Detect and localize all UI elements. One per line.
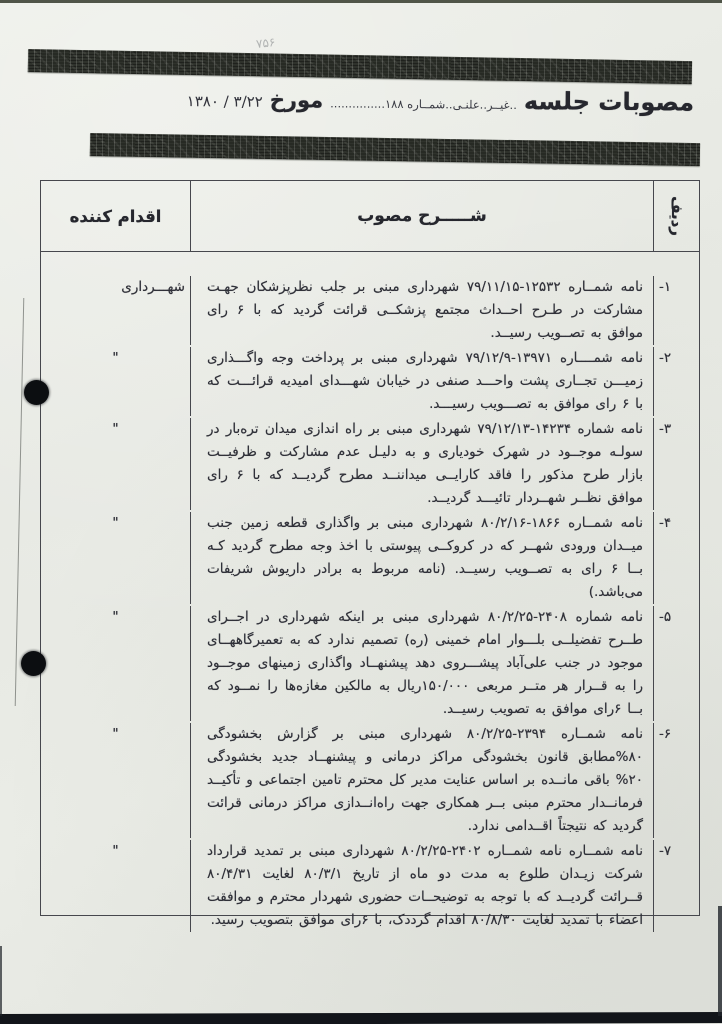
resolution-text: نامه شمــــاره ۱۳۹۷۱-۷۹/۱۲/۹ شهرداری مبنی بر پرداخت وجه واگـــذاری زمیـــن تجــاری پشت واحـــد صنفی در خیابان شهـــدای امیدیه قرائـــت که با ۶ رای موافق به تصـــویب رسیـــد. xyxy=(207,350,643,412)
table-row xyxy=(41,606,699,721)
resolution-text: نامه شمــاره ۲۳۹۴-۸۰/۲/۲۵ شهرداری مبنی بر گزارش بخشودگی ۸۰%مطابق قانون بخشودگی مراکز درمانی و پیشنهــاد جدید بخشودگی ۲۰% باقی مانــده بر اساس عنایت مدیر کل محترم تامین اجتماعی و تأکیــد فرمانــدار محترم مبنی بــر همکاری جهت راه‌انــدازی مراکز درمانی قرائت گردید که نتیجتاً اقــدامی ندارد. xyxy=(207,726,643,834)
actor-cell: " xyxy=(41,418,191,510)
scan-top-edge xyxy=(0,0,722,3)
scan-bottom-edge xyxy=(0,1012,722,1024)
date-value: ۳/۲۲ / ۱۳۸۰ xyxy=(186,92,263,111)
actor-cell: " xyxy=(41,840,191,932)
table-row xyxy=(41,347,699,416)
row-number: ۱- xyxy=(653,276,699,345)
actor-cell: " xyxy=(41,347,191,416)
row-number: ۷- xyxy=(653,840,699,932)
actor-cell: " xyxy=(41,606,191,721)
document-header xyxy=(110,83,694,132)
table-header-row xyxy=(41,181,699,252)
corner-scribble: ۷۵۶ xyxy=(255,35,277,51)
table-row xyxy=(41,418,699,510)
scan-left-edge xyxy=(0,946,2,1016)
description-column-label: شـــــرح مصوب xyxy=(357,206,487,226)
row-number: ۳- xyxy=(653,418,699,510)
date-label: مورخ xyxy=(269,87,324,113)
row-number-column-label: ردیف xyxy=(667,196,686,236)
minutes-table xyxy=(40,180,700,928)
row-number: ۶- xyxy=(653,723,699,838)
header-top-bar xyxy=(28,49,692,84)
table-row xyxy=(41,276,699,345)
header-subtitle-dotted: ..غیــر..علنـی..شمــاره ۱۸۸............... xyxy=(330,96,517,113)
row-number: ۲- xyxy=(653,347,699,416)
page-title: مصوبات جلسه xyxy=(523,87,695,117)
resolution-text: نامه شمــاره ۱۲۵۳۲-۷۹/۱۱/۱۵ شهرداری مبنی بر جلب نظرپزشکان جهـت مشارکت در طـرح احــداث مجتمع پزشکــی قرائت گردید که با ۶ رای موافق به تصــویب رسیــد. xyxy=(207,279,644,341)
resolution-text: نامه شمــاره ۱۸۶۶-۸۰/۲/۱۶ شهرداری مبنی بر واگذاری قطعه زمین جنب میــدان ورودی شهــر که در کروکــی پیوستی با اخذ وجه مطرح گردید کـه بــا ۶ رای به تصــویب رسیــد. (نامه مربوط به برادر داریوش شریفات می‌باشد.) xyxy=(207,515,643,600)
actor-cell: " xyxy=(41,512,191,604)
hole-punch-top xyxy=(24,380,49,405)
actor-header-cell xyxy=(41,181,191,251)
row-number-header-cell xyxy=(653,181,699,251)
actor-column-label: اقدام کننده xyxy=(69,206,162,226)
header-bottom-bar xyxy=(90,133,700,166)
actor-cell: شهـــرداری xyxy=(41,276,191,345)
scan-right-edge xyxy=(718,906,722,1016)
paper-fold-line xyxy=(15,298,25,706)
description-header-cell xyxy=(191,181,653,251)
actor-cell: " xyxy=(41,723,191,838)
resolution-text: نامه شماره ۱۴۲۳۴-۷۹/۱۲/۱۳ شهرداری مبنی بر راه اندازی میدان تره‌بار در سولـه موجــود در شهرک خودیاری و به دلیـل عدم مشارکت و ظرفیــت بازار طرح مذکور را فاقد کارایــی میداننــد مطرح گردیــد که با ۶ رای موافق نظــر شهــردار تائیـــد گردیــد. xyxy=(207,421,643,506)
row-number: ۵- xyxy=(653,606,699,721)
table-body xyxy=(41,252,699,934)
resolution-text: نامه شمــاره نامه شمــاره ۲۴۰۲-۸۰/۲/۲۵ شهرداری مبنی بر تمدید قرارداد شرکت زیـدان طلوع به مدت دو ماه از تاریخ ۸۰/۳/۱ لغایت ۸۰/۴/۳۱ قــرائت گردیــد که با توجه به توضیحــات حضوری شهردار محترم و موافقت اعضاء با تمدید لغایت ۸۰/۸/۳۰ اقدام گرددک، با ۶رای موافق بتصویب رسید. xyxy=(207,843,644,928)
resolution-text: نامه شماره ۲۴۰۸-۸۰/۲/۲۵ شهرداری مبنی بر اینکه شهرداری در اجــرای طــرح تفضیلــی بلـــوار امام خمینی (ره) تصمیم ندارد که به تعمیرگاههــای موجود در جنب علی‌آباد پیشـــروی دهد پیشنهــاد واگذاری زمینهای موجــود را به قــرار هر متــر مربعی ۱۵۰/۰۰۰ریال به مالکین مغازه‌ها را نمــود که بــا ۶رای موافق به تصویب رسیــد. xyxy=(207,609,644,717)
table-row xyxy=(41,723,699,838)
table-row xyxy=(41,512,699,604)
row-number: ۴- xyxy=(653,512,699,604)
hole-punch-bottom xyxy=(21,651,46,676)
table-row xyxy=(41,840,699,932)
